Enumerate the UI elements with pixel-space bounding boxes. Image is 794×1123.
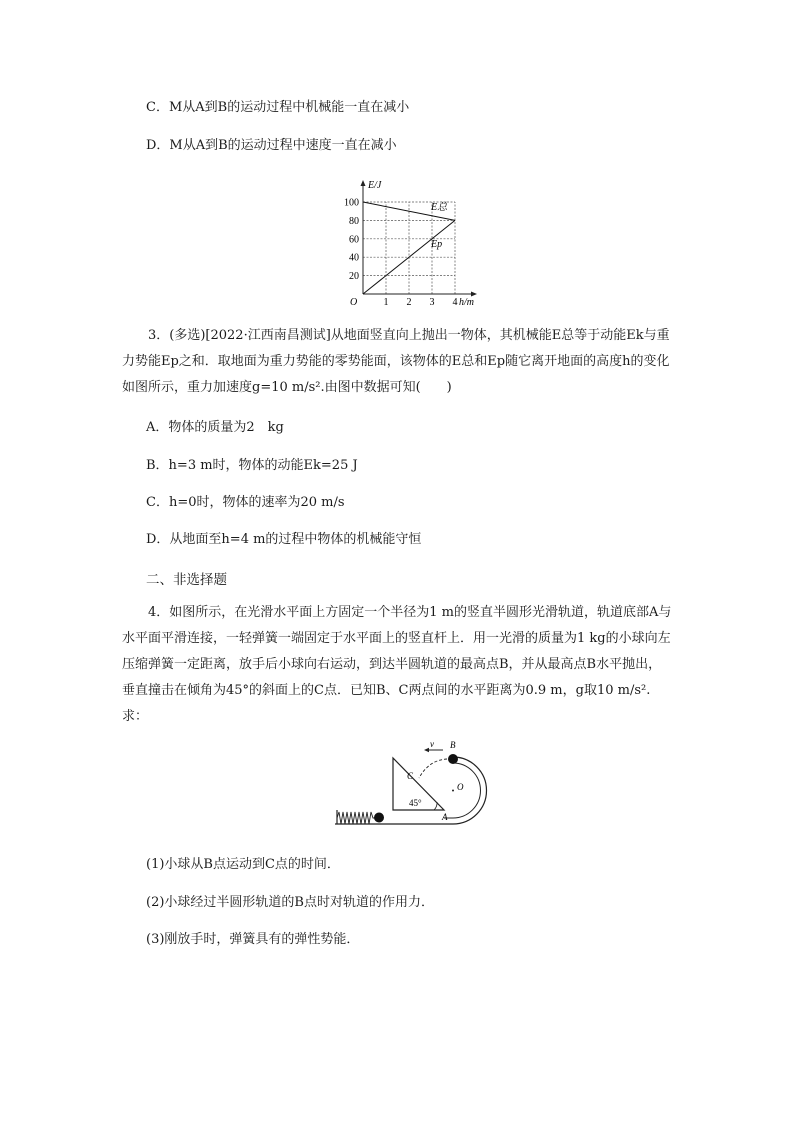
option-d-prev: D．M从A到B的运动过程中速度一直在减小 bbox=[146, 138, 397, 153]
trajectory-dashed bbox=[419, 759, 447, 778]
y-tick-label: 40 bbox=[349, 252, 359, 264]
y-tick-label: 100 bbox=[344, 197, 359, 209]
y-axis-label: E/J bbox=[368, 180, 382, 191]
question-4-sub-3: (3)刚放手时，弹簧具有的弹性势能． bbox=[146, 932, 360, 947]
line-label-potential: Ep bbox=[431, 239, 443, 250]
y-axis-arrow bbox=[361, 180, 366, 186]
question-3-option-b: B．h=3 m时，物体的动能Ek=25 J bbox=[146, 458, 358, 473]
option-c-prev: C．M从A到B的运动过程中机械能一直在减小 bbox=[146, 100, 410, 115]
x-axis-arrow bbox=[471, 292, 477, 297]
y-tick-label: 60 bbox=[349, 234, 359, 246]
question-4-sub-1: (1)小球从B点运动到C点的时间． bbox=[146, 857, 340, 872]
x-tick-label: 3 bbox=[429, 297, 435, 308]
spring-icon bbox=[337, 812, 375, 824]
label-c: C bbox=[407, 771, 414, 781]
origin-label: O bbox=[350, 297, 358, 308]
label-v: v bbox=[430, 739, 434, 749]
x-tick-label: 2 bbox=[406, 297, 412, 308]
x-tick-label: 4 bbox=[452, 297, 458, 308]
question-4-stem: 4．如图所示，在光滑水平面上方固定一个半径为1 m的竖直半圆形光滑轨道，轨道底部A与水平面平滑连接，一轻弹簧一端固定于水平面上的竖直杆上．用一光滑的质量为1 kg的小球向左压缩弹簧一定距离，放手后小球向右运动，到达半圆轨道的最高点B，并从最高点B水平抛出，垂直撞击在倾角为45°的斜面上的C点．已知B、C两点间的水平距离为0.9 m，g取10 m/s².求： bbox=[122, 605, 672, 724]
label-a: A bbox=[442, 812, 448, 822]
question-4-sub-2: (2)小球经过半圆形轨道的B点时对轨道的作用力． bbox=[146, 895, 434, 910]
y-tick-label: 20 bbox=[349, 271, 359, 283]
ball-at-spring bbox=[374, 813, 384, 823]
track-figure bbox=[333, 738, 503, 828]
question-3-option-d: D．从地面至h=4 m的过程中物体的机械能守恒 bbox=[146, 532, 422, 547]
x-axis-label: h/m bbox=[459, 297, 474, 308]
center-point bbox=[452, 790, 454, 792]
ball-at-b bbox=[448, 754, 458, 764]
x-tick-label: 1 bbox=[383, 297, 389, 308]
question-3-option-a: A．物体的质量为2 kg bbox=[146, 420, 284, 435]
section-heading: 二、非选择题 bbox=[146, 572, 227, 588]
velocity-arrowhead bbox=[424, 748, 429, 752]
question-3-option-c: C．h=0时，物体的速率为20 m/s bbox=[146, 495, 345, 510]
energy-height-graph bbox=[335, 178, 495, 313]
label-b: B bbox=[450, 740, 456, 750]
label-o: O bbox=[457, 782, 464, 792]
label-angle: 45° bbox=[409, 798, 422, 808]
line-label-total: E总 bbox=[431, 202, 448, 213]
graph-ticks bbox=[344, 198, 458, 309]
question-3-stem: 3．(多选)[2022·江西南昌测试]从地面竖直向上抛出一物体，其机械能E总等于动能Ek与重力势能Ep之和．取地面为重力势能的零势能面，该物体的E总和Ep随它离开地面的高度h的变化如图所示，重力加速度g=10 m/s².由图中数据可知( ) bbox=[122, 328, 670, 395]
y-tick-label: 80 bbox=[349, 215, 359, 227]
